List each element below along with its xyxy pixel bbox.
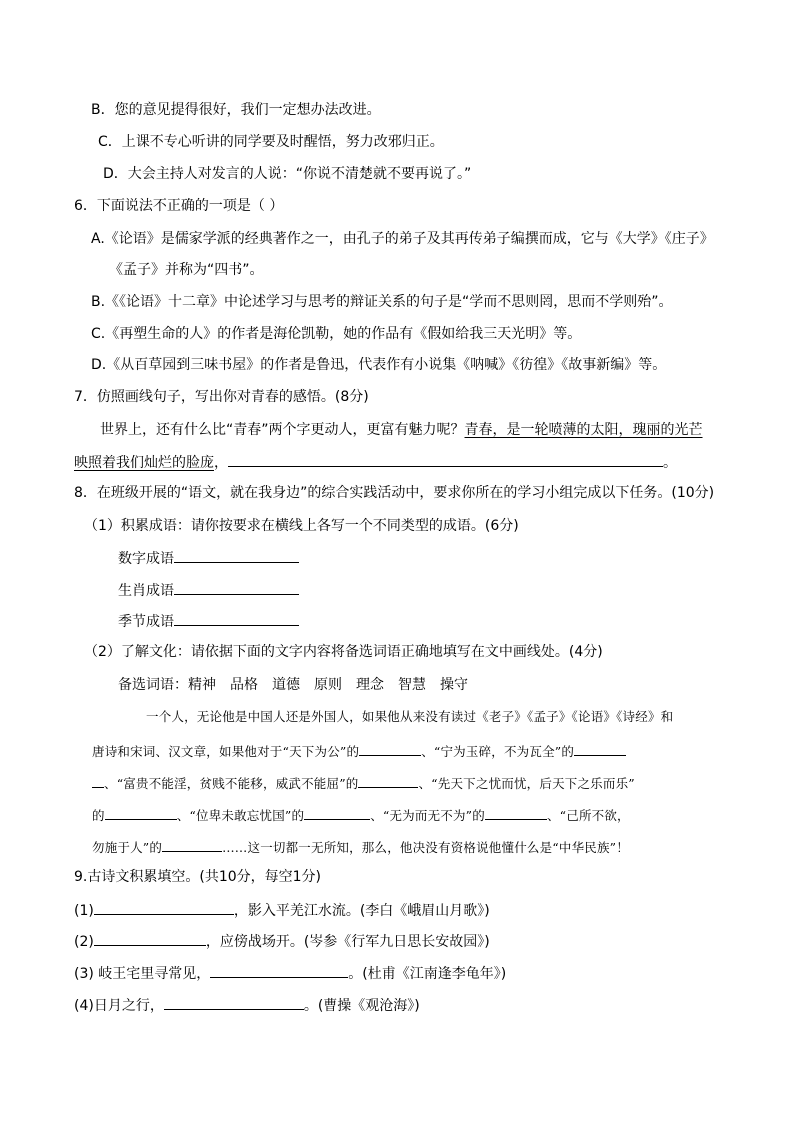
word-bank-item: 理念: [356, 677, 384, 693]
q9-blank-4[interactable]: [164, 994, 304, 1010]
q6-option-b: B.《《论语》十二章》中论述学习与思考的辩证关系的句子是“学而不思则罔，思而不学则殆”。: [91, 294, 673, 310]
q7-plain-text: 世界上，还有什么比“青春”两个字更动人，更富有魅力呢？: [100, 422, 465, 438]
q7-underlined-sentence-1: 青春，是一轮喷薄的太阳，瑰丽的光芒: [464, 422, 703, 438]
passage-blank-3[interactable]: [358, 772, 418, 788]
q5-option-d: D．大会主持人对发言的人说：“你说不清楚就不要再说了。”: [103, 166, 472, 182]
q9-item-1: [74, 899, 490, 921]
q7-stem: 7．仿照画线句子，写出你对青春的感悟。(8分): [74, 389, 369, 405]
passage-text: 、“宁为玉碎，不为瓦全”的: [421, 744, 575, 759]
passage-text: 、“无为而无不为”的: [370, 808, 485, 823]
word-bank-item: 道德: [272, 677, 300, 693]
q9-item-number: (4): [74, 998, 94, 1014]
passage-text: 、“富贵不能淫，贫贱不能移，威武不能屈”的: [104, 776, 359, 791]
q9-item-text: 日月之行，: [93, 998, 164, 1014]
q9-blank-3[interactable]: [210, 962, 348, 978]
q9-item-2: [74, 930, 490, 952]
passage-line-2: [92, 740, 626, 762]
q9-blank-2[interactable]: [94, 930, 206, 946]
passage-blank-5[interactable]: [304, 804, 370, 820]
q6-option-d: D.《从百草园到三味书屋》的作者是鲁迅，代表作有小说集《呐喊》《彷徨》《故事新编》等。: [91, 357, 667, 373]
passage-blank-7[interactable]: [162, 836, 222, 852]
q9-item-3: [74, 962, 506, 984]
q7-underlined-sentence-2: 映照着我们灿烂的脸庞: [74, 455, 214, 471]
idiom-blank-zodiac[interactable]: [174, 579, 299, 595]
q9-blank-1[interactable]: [94, 899, 234, 915]
q9-item-text: 。(曹操《观沧海》): [303, 998, 420, 1014]
passage-text: 、“先天下之忧而忧，后天下之乐而乐”: [418, 776, 635, 791]
passage-line-4: [92, 804, 630, 826]
passage-blank-6[interactable]: [485, 804, 547, 820]
q9-item-4: [74, 994, 420, 1016]
passage-text: 、“位卑未敢忘忧国”的: [176, 808, 305, 823]
passage-blank-2b[interactable]: [92, 772, 104, 788]
passage-line-3: [92, 772, 635, 794]
passage-blank-2a[interactable]: [574, 740, 626, 756]
idiom-row-zodiac: [118, 579, 299, 601]
word-bank-item: 原则: [314, 677, 342, 693]
passage-text: 的: [92, 808, 105, 823]
q8-part1: （1）积累成语：请你按要求在横线上各写一个不同类型的成语。(6分): [84, 518, 519, 534]
q9-item-number: (3): [74, 966, 99, 982]
q8-stem: 8．在班级开展的“语文，就在我身边”的综合实践活动中，要求你所在的学习小组完成以下任务。(10分): [74, 485, 715, 501]
word-bank-label: 备选词语：: [118, 677, 188, 693]
passage-line-1: 一个人，无论他是中国人还是外国人，如果他从来没有读过《老子》《孟子》《论语》《诗经》和: [146, 709, 674, 724]
passage-text: ……这一切都一无所知，那么，他决没有资格说他懂什么是“中华民族”！: [222, 840, 629, 855]
q6-option-c: C.《再塑生命的人》的作者是海伦凯勒，她的作品有《假如给我三天光明》等。: [91, 326, 582, 342]
word-bank-item: 精神: [188, 677, 216, 693]
idiom-blank-season[interactable]: [174, 610, 299, 626]
word-bank: [118, 675, 468, 695]
q9-item-text: 岐王宅里寻常见，: [98, 966, 211, 982]
idiom-label-season: 季节成语: [118, 614, 174, 630]
q7-text-line1: [100, 420, 703, 440]
q9-item-number: (1): [74, 903, 94, 919]
q9-item-text: 。(杜甫《江南逢李龟年》): [348, 966, 507, 982]
q9-stem: 9.古诗文积累填空。(共10分，每空1分): [74, 869, 322, 885]
q7-period: 。: [663, 455, 677, 471]
passage-blank-4[interactable]: [105, 804, 177, 820]
q5-option-c: C．上课不专心听讲的同学要及时醒悟，努力改邪归正。: [98, 134, 444, 150]
q7-comma: ，: [214, 455, 228, 471]
q6-option-a-line1: A.《论语》是儒家学派的经典著作之一，由孔子的弟子及其再传弟子编撰而成，它与《大学》《庄子》: [91, 231, 714, 247]
idiom-blank-number[interactable]: [174, 547, 299, 563]
passage-text: 唐诗和宋词、汉文章，如果他对于“天下为公”的: [92, 744, 360, 759]
q9-item-text: ，影入平羌江水流。(李白《峨眉山月歌》): [233, 903, 490, 919]
idiom-row-number: [118, 547, 299, 569]
q8-part2: （2）了解文化：请依据下面的文字内容将备选词语正确地填写在文中画线处。(4分): [84, 644, 603, 660]
q5-option-b: B．您的意见提得很好，我们一定想办法改进。: [91, 102, 381, 118]
q7-answer-blank[interactable]: [228, 451, 663, 467]
q7-text-line2: [74, 451, 677, 473]
idiom-label-number: 数字成语: [118, 551, 174, 567]
q9-item-text: ，应傍战场开。(岑参《行军九日思长安故园》): [205, 934, 490, 950]
word-bank-item: 品格: [230, 677, 258, 693]
word-bank-item: 操守: [440, 677, 468, 693]
word-bank-item: 智慧: [398, 677, 426, 693]
idiom-label-zodiac: 生肖成语: [118, 583, 174, 599]
idiom-row-season: [118, 610, 299, 632]
q6-stem: 6．下面说法不正确的一项是（ ）: [74, 198, 284, 214]
q6-option-a-line2: 《孟子》并称为“四书”。: [109, 262, 264, 278]
q9-item-number: (2): [74, 934, 94, 950]
passage-blank-1[interactable]: [359, 740, 421, 756]
passage-line-5: [92, 836, 629, 858]
passage-text: 勿施于人”的: [92, 840, 163, 855]
passage-text: 、“己所不欲，: [546, 808, 630, 823]
